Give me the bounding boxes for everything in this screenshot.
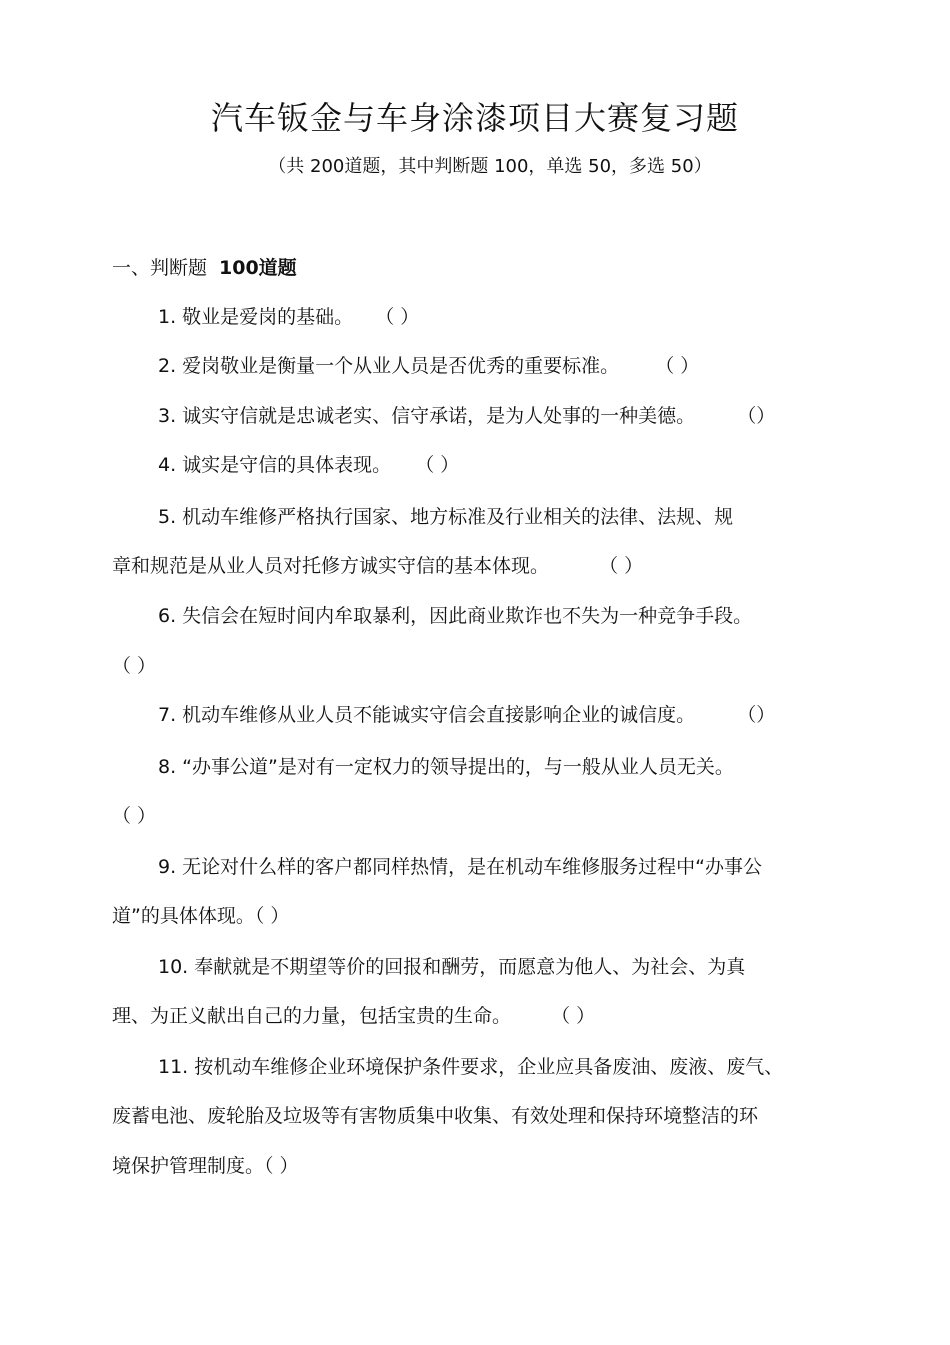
question-text: 2. 爱岗敬业是衡量一个从业人员是否优秀的重要标准。 (158, 355, 620, 377)
question-text: 8. “办事公道”是对有一定权力的领导提出的，与一般从业人员无关。 (158, 756, 734, 778)
question-text: 废蓄电池、废轮胎及垃圾等有害物质集中收集、有效处理和保持环境整洁的环 (112, 1105, 759, 1127)
answer-paren: （ ） (112, 805, 157, 827)
question-text: 9. 无论对什么样的客户都同样热情，是在机动车维修服务过程中“办事公 (158, 856, 763, 878)
question-line-8b (112, 802, 156, 830)
answer-paren: （） (737, 405, 776, 427)
question-text: 道”的具体体现。（ ） (112, 905, 290, 927)
answer-paren: （） (737, 704, 776, 726)
question-line-6a (158, 602, 752, 630)
question-line-6b (112, 652, 156, 680)
question-line-11b (112, 1102, 758, 1130)
question-text: 4. 诚实是守信的具体表现。 (158, 454, 392, 476)
question-line-1 (158, 303, 419, 331)
question-line-3 (158, 402, 775, 430)
question-line-7 (158, 701, 775, 729)
question-text: 理、为正义献出自己的力量，包括宝贵的生命。 (112, 1005, 512, 1027)
question-line-8a (158, 753, 734, 781)
question-line-5a (158, 503, 733, 531)
question-text: 6. 失信会在短时间内牟取暴利，因此商业欺诈也不失为一种竞争手段。 (158, 605, 753, 627)
document-title: 汽车钣金与车身涂漆项目大赛复习题 (210, 99, 739, 137)
answer-paren: （ ） (375, 306, 420, 328)
answer-paren: （ ） (415, 454, 460, 476)
question-text: 7. 机动车维修从业人员不能诚实守信会直接影响企业的诚信度。 (158, 704, 696, 726)
question-line-11c (112, 1152, 299, 1180)
question-line-10a (158, 953, 745, 981)
section-heading-label: 一、判断题 (112, 257, 208, 279)
question-text: 5. 机动车维修严格执行国家、地方标准及行业相关的法律、法规、规 (158, 506, 734, 528)
question-text: 1. 敬业是爱岗的基础。 (158, 306, 354, 328)
question-line-11a (158, 1053, 783, 1081)
question-line-2 (158, 352, 699, 380)
question-line-9a (158, 853, 762, 881)
document-subtitle: （共 200道题，其中判断题 100，单选 50，多选 50） (268, 156, 712, 177)
question-line-5b (112, 552, 643, 580)
answer-paren: （ ） (655, 355, 700, 377)
question-text: 11. 按机动车维修企业环境保护条件要求，企业应具备废油、废液、废气、 (158, 1056, 784, 1078)
question-line-4 (158, 451, 459, 479)
question-text: 10. 奉献就是不期望等价的回报和酬劳，而愿意为他人、为社会、为真 (158, 956, 746, 978)
question-text: 章和规范是从业人员对托修方诚实守信的基本体现。 (112, 555, 550, 577)
question-text: 境保护管理制度。（ ） (112, 1155, 299, 1177)
answer-paren: （ ） (599, 555, 644, 577)
section-heading (112, 254, 297, 282)
question-line-9b (112, 902, 289, 930)
question-line-10b (112, 1002, 595, 1030)
answer-paren: （ ） (112, 655, 157, 677)
question-text: 3. 诚实守信就是忠诚老实、信守承诺，是为人处事的一种美德。 (158, 405, 696, 427)
answer-paren: （ ） (551, 1005, 596, 1027)
section-question-count: 100道题 (219, 257, 297, 279)
